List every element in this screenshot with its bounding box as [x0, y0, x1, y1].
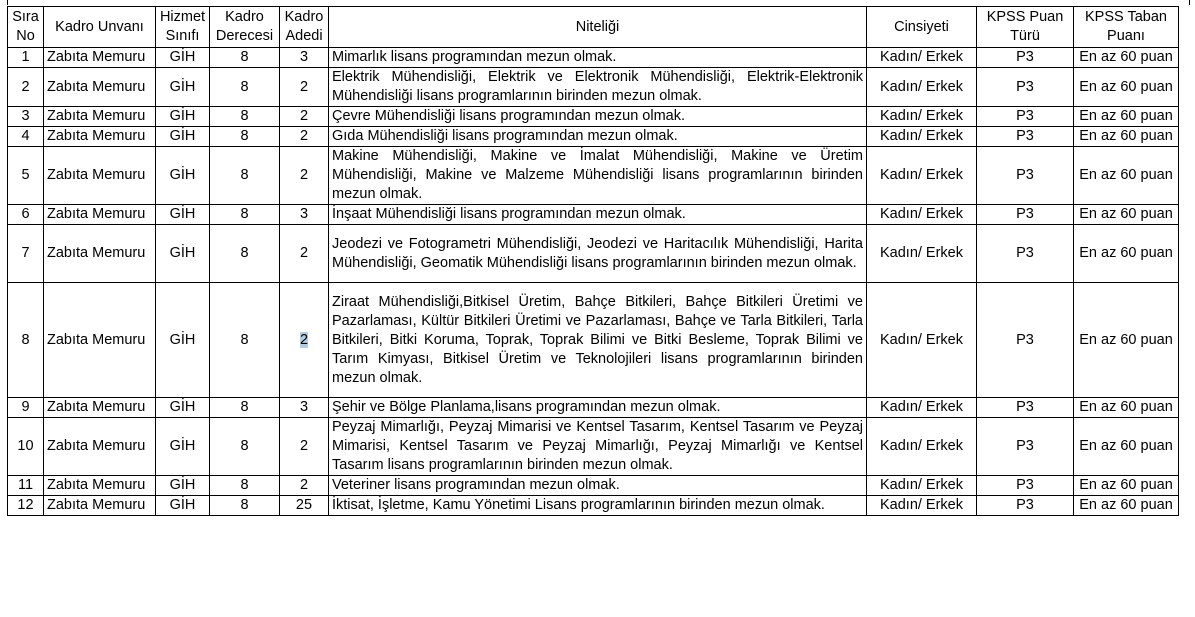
cell-taban[interactable]: En az 60 puan: [1074, 68, 1179, 107]
cell-sinif[interactable]: GİH: [156, 127, 210, 147]
cell-taban[interactable]: En az 60 puan: [1074, 48, 1179, 68]
cell-taban[interactable]: En az 60 puan: [1074, 107, 1179, 127]
cell-puan[interactable]: P3: [977, 225, 1074, 283]
cell-sinif[interactable]: GİH: [156, 283, 210, 398]
cell-adet[interactable]: 3: [280, 205, 329, 225]
table-row: [8, 398, 1179, 418]
cell-sinif[interactable]: GİH: [156, 476, 210, 496]
cell-derece[interactable]: 8: [210, 398, 280, 418]
cell-taban[interactable]: En az 60 puan: [1074, 127, 1179, 147]
cell-unvan[interactable]: Zabıta Memuru: [44, 496, 156, 516]
cell-nitelik[interactable]: Veteriner lisans programından mezun olmak.: [329, 476, 867, 496]
table-row: [8, 127, 1179, 147]
cell-nitelik[interactable]: Mimarlık lisans programından mezun olmak.: [329, 48, 867, 68]
cell-unvan[interactable]: Zabıta Memuru: [44, 68, 156, 107]
cell-cinsiyet[interactable]: Kadın/ Erkek: [867, 68, 977, 107]
table-row: [8, 107, 1179, 127]
cell-taban[interactable]: En az 60 puan: [1074, 418, 1179, 476]
cell-derece[interactable]: 8: [210, 283, 280, 398]
cell-derece[interactable]: 8: [210, 476, 280, 496]
cell-nitelik[interactable]: Şehir ve Bölge Planlama,lisans programından mezun olmak.: [329, 398, 867, 418]
cell-derece[interactable]: 8: [210, 225, 280, 283]
document-page: [7, 6, 1179, 516]
cell-no[interactable]: 9: [8, 398, 44, 418]
cell-cinsiyet[interactable]: Kadın/ Erkek: [867, 147, 977, 205]
cell-taban[interactable]: En az 60 puan: [1074, 283, 1179, 398]
cell-sinif[interactable]: GİH: [156, 398, 210, 418]
cell-sinif[interactable]: GİH: [156, 225, 210, 283]
header-sira: Sıra No: [8, 7, 44, 48]
table-row: [8, 205, 1179, 225]
cell-no[interactable]: 3: [8, 107, 44, 127]
cell-puan[interactable]: P3: [977, 205, 1074, 225]
cell-adet[interactable]: 2: [280, 147, 329, 205]
cell-no[interactable]: 12: [8, 496, 44, 516]
cell-nitelik[interactable]: Makine Mühendisliği, Makine ve İmalat Mühendisliği, Makine ve Üretim Mühendisliği, Makine ve Malzeme Mühendisliği lisans programlarının birinden mezun olmak.: [329, 147, 867, 205]
cell-no[interactable]: 10: [8, 418, 44, 476]
cell-no[interactable]: 6: [8, 205, 44, 225]
header-nitelik: Niteliği: [329, 7, 867, 48]
cell-puan[interactable]: P3: [977, 127, 1074, 147]
cell-adet[interactable]: 3: [280, 398, 329, 418]
cell-sinif[interactable]: GİH: [156, 418, 210, 476]
cell-nitelik[interactable]: Ziraat Mühendisliği,Bitkisel Üretim, Bahçe Bitkileri, Bahçe Bitkileri Üretimi ve Pazarlaması, Kültür Bitkileri Üretimi ve Pazarlaması, Bahçe ve Tarla Bitkileri, Tarla Bitkileri, Bitki Koruma, Toprak, Toprak Bilimi ve Bitki Besleme, Toprak Bilimi ve Tarım Kimyası, Bitkisel Üretim ve Teknolojileri lisans programlarının birinden mezun olmak.: [329, 283, 867, 398]
cell-puan[interactable]: P3: [977, 48, 1074, 68]
header-taban: KPSS Taban Puanı: [1074, 7, 1179, 48]
cell-cinsiyet[interactable]: Kadın/ Erkek: [867, 225, 977, 283]
cell-adet[interactable]: 2: [280, 476, 329, 496]
cell-no[interactable]: 1: [8, 48, 44, 68]
cell-cinsiyet[interactable]: Kadın/ Erkek: [867, 107, 977, 127]
cell-adet[interactable]: 2: [280, 107, 329, 127]
selected-text[interactable]: 2: [299, 331, 309, 348]
cell-puan[interactable]: P3: [977, 147, 1074, 205]
cell-unvan[interactable]: Zabıta Memuru: [44, 147, 156, 205]
header-unvan: Kadro Unvanı: [44, 7, 156, 48]
cell-nitelik[interactable]: Gıda Mühendisliği lisans programından mezun olmak.: [329, 127, 867, 147]
cell-sinif[interactable]: GİH: [156, 48, 210, 68]
kadro-table: [7, 6, 1179, 516]
table-row: [8, 496, 1179, 516]
cell-nitelik[interactable]: Jeodezi ve Fotogrametri Mühendisliği, Jeodezi ve Haritacılık Mühendisliği, Harita Mühendisliği, Geomatik Mühendisliği lisans programlarının birinden mezun olmak.: [329, 225, 867, 283]
cell-puan[interactable]: P3: [977, 68, 1074, 107]
table-row: [8, 225, 1179, 283]
cell-derece[interactable]: 8: [210, 418, 280, 476]
cell-nitelik[interactable]: Peyzaj Mimarlığı, Peyzaj Mimarisi ve Kentsel Tasarım, Kentsel Tasarım ve Peyzaj Mimarisi, Kentsel Tasarım ve Peyzaj Mimarlığı, Peyzaj Mimarlığı ve Kentsel Tasarım lisans programlarının birinden mezun olmak.: [329, 418, 867, 476]
table-top-edge: [7, 0, 1190, 5]
cell-nitelik[interactable]: Elektrik Mühendisliği, Elektrik ve Elektronik Mühendisliği, Elektrik-Elektronik Mühendisliği lisans programlarının birinden mezun olmak.: [329, 68, 867, 107]
header-row: [8, 7, 1179, 48]
cell-no[interactable]: 5: [8, 147, 44, 205]
cell-adet[interactable]: 2: [280, 418, 329, 476]
cell-nitelik[interactable]: Çevre Mühendisliği lisans programından mezun olmak.: [329, 107, 867, 127]
table-body: [8, 48, 1179, 516]
cell-sinif[interactable]: GİH: [156, 68, 210, 107]
table-row: [8, 68, 1179, 107]
cell-sinif[interactable]: GİH: [156, 107, 210, 127]
cell-unvan[interactable]: Zabıta Memuru: [44, 205, 156, 225]
cell-derece[interactable]: 8: [210, 496, 280, 516]
cell-unvan[interactable]: Zabıta Memuru: [44, 127, 156, 147]
cell-no[interactable]: 11: [8, 476, 44, 496]
cell-derece[interactable]: 8: [210, 68, 280, 107]
cell-unvan[interactable]: Zabıta Memuru: [44, 418, 156, 476]
table-row: [8, 147, 1179, 205]
cell-unvan[interactable]: Zabıta Memuru: [44, 476, 156, 496]
cell-puan[interactable]: P3: [977, 283, 1074, 398]
cell-no[interactable]: 7: [8, 225, 44, 283]
header-derece: Kadro Derecesi: [210, 7, 280, 48]
header-adet: Kadro Adedi: [280, 7, 329, 48]
cell-sinif[interactable]: GİH: [156, 147, 210, 205]
cell-no[interactable]: 8: [8, 283, 44, 398]
cell-sinif[interactable]: GİH: [156, 496, 210, 516]
cell-no[interactable]: 2: [8, 68, 44, 107]
cell-taban[interactable]: En az 60 puan: [1074, 398, 1179, 418]
cell-taban[interactable]: En az 60 puan: [1074, 225, 1179, 283]
cell-adet[interactable]: [280, 283, 329, 398]
cell-cinsiyet[interactable]: Kadın/ Erkek: [867, 418, 977, 476]
cell-puan[interactable]: P3: [977, 496, 1074, 516]
cell-cinsiyet[interactable]: Kadın/ Erkek: [867, 476, 977, 496]
cell-unvan[interactable]: Zabıta Memuru: [44, 48, 156, 68]
cell-cinsiyet[interactable]: Kadın/ Erkek: [867, 283, 977, 398]
cell-cinsiyet[interactable]: Kadın/ Erkek: [867, 398, 977, 418]
cell-cinsiyet[interactable]: Kadın/ Erkek: [867, 127, 977, 147]
cell-unvan[interactable]: Zabıta Memuru: [44, 398, 156, 418]
cell-nitelik[interactable]: İktisat, İşletme, Kamu Yönetimi Lisans programlarının birinden mezun olmak.: [329, 496, 867, 516]
cell-puan[interactable]: P3: [977, 418, 1074, 476]
cell-puan[interactable]: P3: [977, 398, 1074, 418]
cell-unvan[interactable]: Zabıta Memuru: [44, 107, 156, 127]
cell-sinif[interactable]: GİH: [156, 205, 210, 225]
header-cinsiyet: Cinsiyeti: [867, 7, 977, 48]
cell-cinsiyet[interactable]: Kadın/ Erkek: [867, 496, 977, 516]
cell-nitelik[interactable]: İnşaat Mühendisliği lisans programından mezun olmak.: [329, 205, 867, 225]
cell-adet[interactable]: 2: [280, 225, 329, 283]
cell-derece[interactable]: 8: [210, 107, 280, 127]
cell-taban[interactable]: En az 60 puan: [1074, 496, 1179, 516]
cell-adet[interactable]: 2: [280, 127, 329, 147]
header-puan-turu: KPSS Puan Türü: [977, 7, 1074, 48]
table-row: [8, 48, 1179, 68]
cell-cinsiyet[interactable]: Kadın/ Erkek: [867, 48, 977, 68]
cell-cinsiyet[interactable]: Kadın/ Erkek: [867, 205, 977, 225]
cell-puan[interactable]: P3: [977, 107, 1074, 127]
cell-puan[interactable]: P3: [977, 476, 1074, 496]
table-row: [8, 283, 1179, 398]
cell-derece[interactable]: 8: [210, 127, 280, 147]
cell-no[interactable]: 4: [8, 127, 44, 147]
cell-adet[interactable]: 2: [280, 68, 329, 107]
cell-taban[interactable]: En az 60 puan: [1074, 205, 1179, 225]
cell-unvan[interactable]: Zabıta Memuru: [44, 283, 156, 398]
cell-adet[interactable]: 3: [280, 48, 329, 68]
cell-derece[interactable]: 8: [210, 205, 280, 225]
cell-adet[interactable]: 25: [280, 496, 329, 516]
cell-taban[interactable]: En az 60 puan: [1074, 476, 1179, 496]
cell-taban[interactable]: En az 60 puan: [1074, 147, 1179, 205]
cell-derece[interactable]: 8: [210, 147, 280, 205]
cell-derece[interactable]: 8: [210, 48, 280, 68]
header-sinif: Hizmet Sınıfı: [156, 7, 210, 48]
table-row: [8, 418, 1179, 476]
table-row: [8, 476, 1179, 496]
cell-unvan[interactable]: Zabıta Memuru: [44, 225, 156, 283]
